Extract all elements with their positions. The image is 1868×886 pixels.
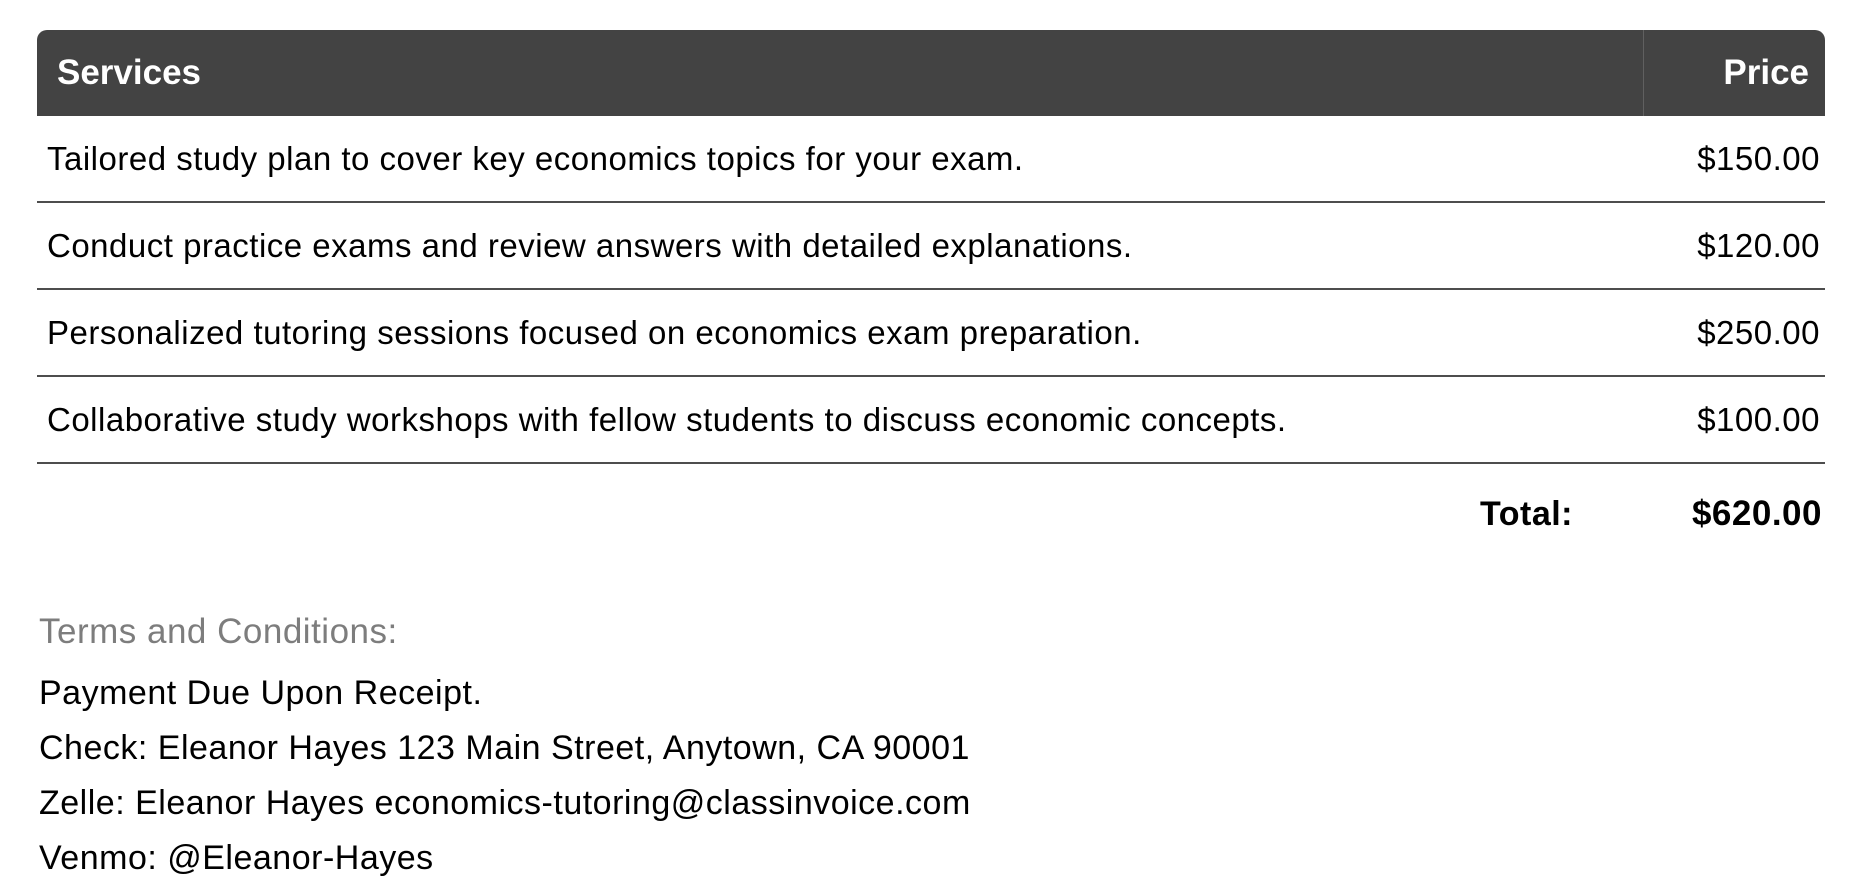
table-row (37, 290, 1825, 377)
terms-line-check: Check: Eleanor Hayes 123 Main Street, Anytown, CA 90001 (39, 729, 970, 767)
service-price: $100.00 (1643, 377, 1825, 464)
service-description: Tailored study plan to cover key economics topics for your exam. (37, 116, 1643, 203)
services-table (37, 30, 1825, 560)
service-price: $150.00 (1643, 116, 1825, 203)
services-column-header: Services (37, 30, 1643, 116)
service-description: Personalized tutoring sessions focused on economics exam preparation. (37, 290, 1643, 377)
price-column-header: Price (1643, 30, 1825, 116)
service-price: $120.00 (1643, 203, 1825, 290)
service-description: Conduct practice exams and review answers with detailed explanations. (37, 203, 1643, 290)
table-row (37, 203, 1825, 290)
total-row (37, 464, 1825, 560)
service-description: Collaborative study workshops with fellow students to discuss economic concepts. (37, 377, 1643, 464)
table-row (37, 377, 1825, 464)
terms-section (37, 612, 1825, 886)
total-value: $620.00 (1691, 494, 1822, 533)
total-label: Total: (1479, 494, 1573, 533)
table-header-row (37, 30, 1825, 116)
service-price: $250.00 (1643, 290, 1825, 377)
terms-line-venmo: Venmo: @Eleanor-Hayes (39, 839, 434, 877)
table-row (37, 116, 1825, 203)
terms-heading: Terms and Conditions: (39, 612, 398, 651)
terms-line-payment: Payment Due Upon Receipt. (39, 674, 483, 712)
terms-line-zelle: Zelle: Eleanor Hayes economics-tutoring@classinvoice.com (39, 784, 971, 822)
